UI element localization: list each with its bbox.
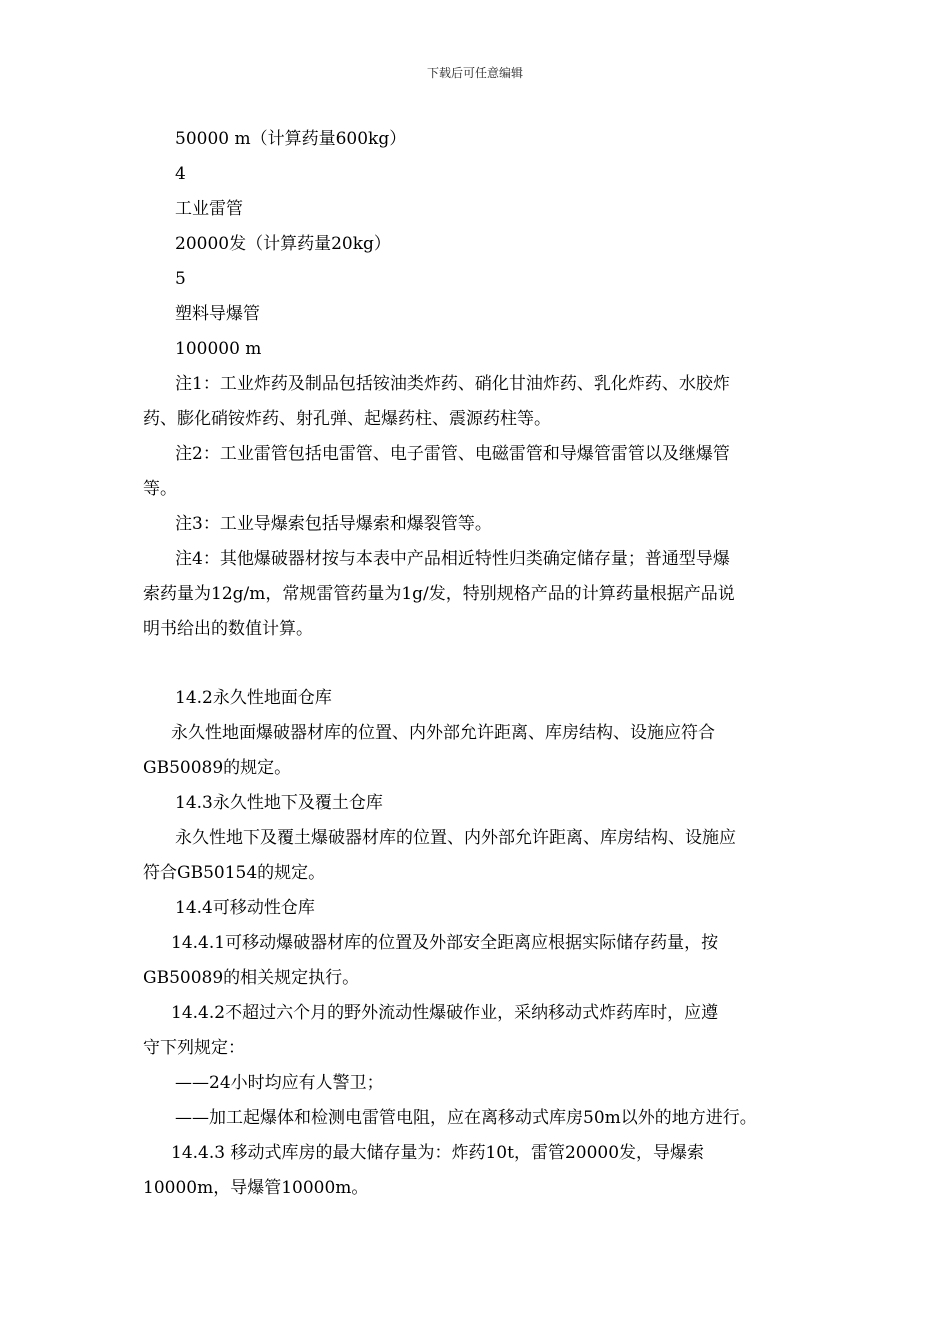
note-3: 注3：工业导爆索包括导爆索和爆裂管等。 <box>175 514 492 534</box>
rule-item-2: ——加工起爆体和检测电雷管电阻，应在离移动式库房50m以外的地方进行。 <box>175 1108 757 1128</box>
text-line: 100000 m <box>175 339 262 359</box>
clause-14-4-3-line-2: 10000m，导爆管10000m。 <box>143 1178 369 1198</box>
note-4-line-1: 注4：其他爆破器材按与本表中产品相近特性归类确定储存量；普通型导爆 <box>175 549 730 569</box>
clause-14-4-1-line-2: GB50089的相关规定执行。 <box>143 968 360 988</box>
section-heading-14-3: 14.3永久性地下及覆土仓库 <box>175 793 383 813</box>
section-14-2-line-1: 永久性地面爆破器材库的位置、内外部允许距离、库房结构、设施应符合 <box>171 723 715 743</box>
note-1-line-2: 药、膨化硝铵炸药、射孔弹、起爆药柱、震源药柱等。 <box>143 409 551 429</box>
blank-line <box>143 647 813 681</box>
list-number: 4 <box>175 164 186 184</box>
note-4-line-2: 索药量为12g/m，常规雷管药量为1g/发，特别规格产品的计算药量根据产品说 <box>143 584 735 604</box>
note-2-line-1: 注2：工业雷管包括电雷管、电子雷管、电磁雷管和导爆管雷管以及继爆管 <box>175 444 730 464</box>
note-2-line-2: 等。 <box>143 479 177 499</box>
section-14-3-line-2: 符合GB50154的规定。 <box>143 863 326 883</box>
section-14-2-line-2: GB50089的规定。 <box>143 758 292 778</box>
clause-14-4-1-line-1: 14.4.1可移动爆破器材库的位置及外部安全距离应根据实际储存药量，按 <box>171 933 719 953</box>
document-body <box>143 122 813 1206</box>
page-header: 下载后可任意编辑 <box>426 66 523 80</box>
note-4-line-3: 明书给出的数值计算。 <box>143 619 313 639</box>
section-heading-14-2: 14.2永久性地面仓库 <box>175 688 332 708</box>
section-heading-14-4: 14.4可移动性仓库 <box>175 898 315 918</box>
clause-14-4-2-line-1: 14.4.2不超过六个月的野外流动性爆破作业，采纳移动式炸药库时，应遵 <box>171 1003 719 1023</box>
text-line: 50000 m（计算药量600kg） <box>175 129 407 149</box>
text-line: 20000发（计算药量20kg） <box>175 234 391 254</box>
list-number: 5 <box>175 269 186 289</box>
text-line: 塑料导爆管 <box>175 304 260 324</box>
section-14-3-line-1: 永久性地下及覆土爆破器材库的位置、内外部允许距离、库房结构、设施应 <box>175 828 736 848</box>
note-1-line-1: 注1：工业炸药及制品包括铵油类炸药、硝化甘油炸药、乳化炸药、水胶炸 <box>175 374 730 394</box>
rule-item-1: ——24小时均应有人警卫； <box>175 1073 384 1093</box>
clause-14-4-2-line-2: 守下列规定： <box>143 1038 245 1058</box>
text-line: 工业雷管 <box>175 199 243 219</box>
clause-14-4-3-line-1: 14.4.3 移动式库房的最大储存量为：炸药10t，雷管20000发，导爆索 <box>171 1143 705 1163</box>
